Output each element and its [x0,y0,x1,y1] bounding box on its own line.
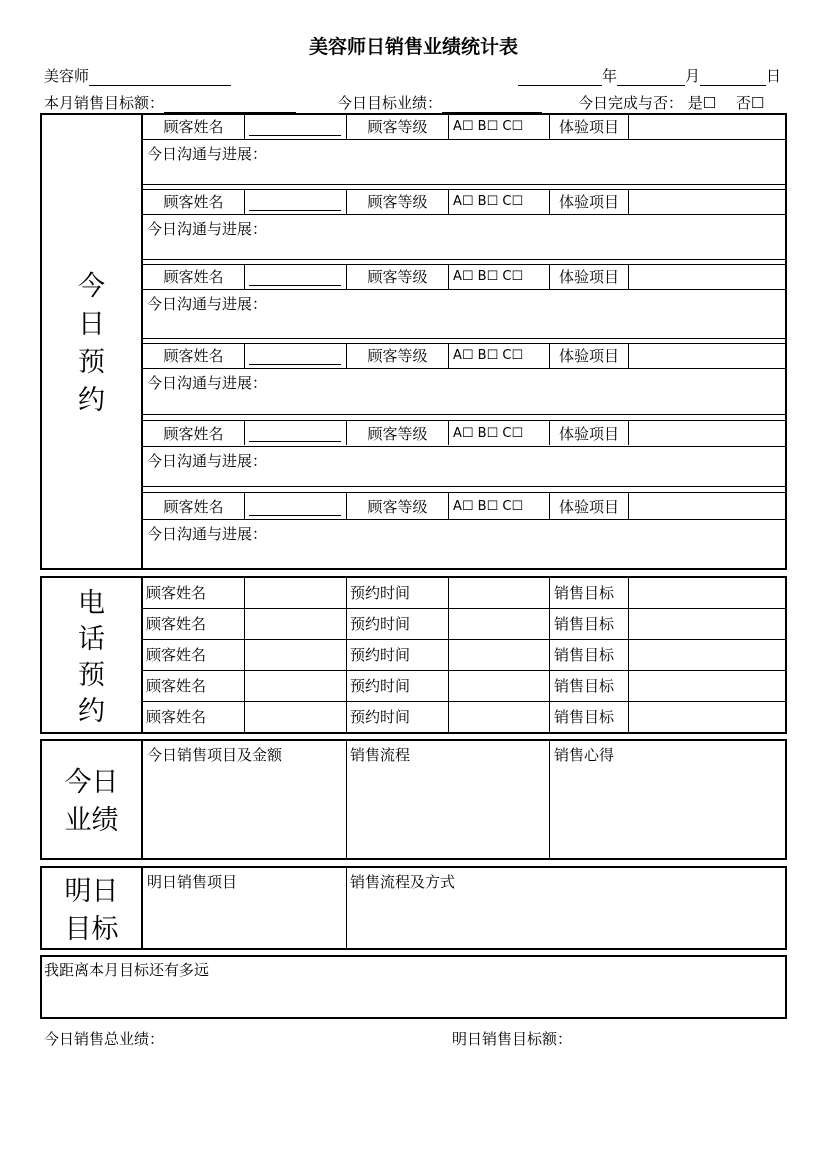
section-char: 预 [78,347,105,378]
customer-level-label: 顾客等级 [367,268,428,286]
phone-name-label: 顾客姓名 [146,584,207,602]
level-checkboxes[interactable]: A☐ B☐ C☐ [453,426,524,441]
phone-time-label: 预约时间 [350,615,411,633]
customer-name-label: 顾客姓名 [163,268,224,286]
section-char: 日 [78,309,105,340]
experience-label: 体验项目 [558,425,619,443]
phone-target-label: 销售目标 [554,615,615,633]
daily-target-field [337,92,542,113]
section-char: 约 [78,696,105,727]
section-char: 约 [78,385,105,416]
progress-label: 今日沟通与进展： [147,145,268,163]
customer-name-label: 顾客姓名 [163,498,224,516]
customer-name-label: 顾客姓名 [163,425,224,443]
progress-label: 今日沟通与进展： [147,220,268,238]
section-line: 业绩 [64,805,119,836]
phone-section-title [42,586,141,730]
customer-level-label: 顾客等级 [367,193,428,211]
section-char: 电 [78,588,105,619]
today-total-label: 今日销售总业绩： [44,1030,165,1048]
sales-process-label: 销售流程 [350,746,411,764]
today-items-label: 今日销售项目及金额 [147,746,283,764]
experience-label: 体验项目 [558,347,619,365]
customer-level-label: 顾客等级 [367,425,428,443]
section-char: 今 [78,271,105,302]
section-line: 今日 [64,767,119,798]
phone-name-label: 顾客姓名 [146,677,207,695]
section-char: 话 [78,624,105,655]
beautician-label: 美容师 [44,67,90,85]
customer-level-label: 顾客等级 [367,347,428,365]
customer-name-label: 顾客姓名 [163,118,224,136]
sales-insight-label: 销售心得 [554,746,615,764]
phone-target-label: 销售目标 [554,708,615,726]
customer-level-label: 顾客等级 [367,498,428,516]
monthly-target-field [44,92,296,113]
experience-label: 体验项目 [558,193,619,211]
year-label: 年 [602,67,618,85]
no-checkbox[interactable]: 否☐ [735,94,765,112]
phone-target-label: 销售目标 [554,677,615,695]
daily-target-label: 今日目标业绩： [337,94,443,112]
tomorrow-process-label: 销售流程及方式 [350,873,456,891]
progress-label: 今日沟通与进展： [147,374,268,392]
section-char: 预 [78,660,105,691]
day-input[interactable] [700,69,766,86]
level-checkboxes[interactable]: A☐ B☐ C☐ [453,194,524,209]
phone-name-label: 顾客姓名 [146,646,207,664]
customer-name-input[interactable] [249,285,341,286]
appointments-section-title [42,268,141,420]
customer-name-input[interactable] [249,441,341,442]
year-input[interactable] [518,69,602,86]
experience-label: 体验项目 [558,498,619,516]
customer-name-input[interactable] [249,210,341,211]
phone-target-label: 销售目标 [554,646,615,664]
day-label: 日 [766,67,782,85]
phone-name-label: 顾客姓名 [146,615,207,633]
phone-time-label: 预约时间 [350,677,411,695]
progress-label: 今日沟通与进展： [147,452,268,470]
month-label: 月 [685,67,701,85]
customer-name-input[interactable] [249,135,341,136]
phone-name-label: 顾客姓名 [146,708,207,726]
customer-name-label: 顾客姓名 [163,193,224,211]
tomorrow-target-amount-label: 明日销售目标额： [452,1030,573,1048]
section-line: 目标 [64,914,119,945]
completed-field [578,92,764,113]
monthly-target-label: 本月销售目标额： [44,94,165,112]
tomorrow-target-title [42,873,141,949]
page-title: 美容师日销售业绩统计表 [308,36,518,58]
customer-name-label: 顾客姓名 [163,347,224,365]
phone-time-label: 预约时间 [350,708,411,726]
beautician-input[interactable] [89,69,231,86]
month-input[interactable] [617,69,685,86]
completed-label: 今日完成与否： [578,94,684,112]
today-performance-title [42,764,141,840]
distance-label: 我距离本月目标还有多远 [44,961,210,979]
progress-label: 今日沟通与进展： [147,525,268,543]
beautician-field [44,65,231,86]
level-checkboxes[interactable]: A☐ B☐ C☐ [453,348,524,363]
progress-label: 今日沟通与进展： [147,295,268,313]
monthly-target-input[interactable] [164,96,296,113]
section-line: 明日 [64,876,119,907]
experience-label: 体验项目 [558,268,619,286]
date-field [518,65,781,86]
phone-time-label: 预约时间 [350,584,411,602]
tomorrow-items-label: 明日销售项目 [147,873,238,891]
daily-target-input[interactable] [442,96,542,113]
level-checkboxes[interactable]: A☐ B☐ C☐ [453,499,524,514]
phone-time-label: 预约时间 [350,646,411,664]
customer-name-input[interactable] [249,364,341,365]
level-checkboxes[interactable]: A☐ B☐ C☐ [453,119,524,134]
yes-checkbox[interactable]: 是☐ [687,94,717,112]
customer-level-label: 顾客等级 [367,118,428,136]
customer-name-input[interactable] [249,515,341,516]
experience-label: 体验项目 [558,118,619,136]
phone-target-label: 销售目标 [554,584,615,602]
level-checkboxes[interactable]: A☐ B☐ C☐ [453,269,524,284]
